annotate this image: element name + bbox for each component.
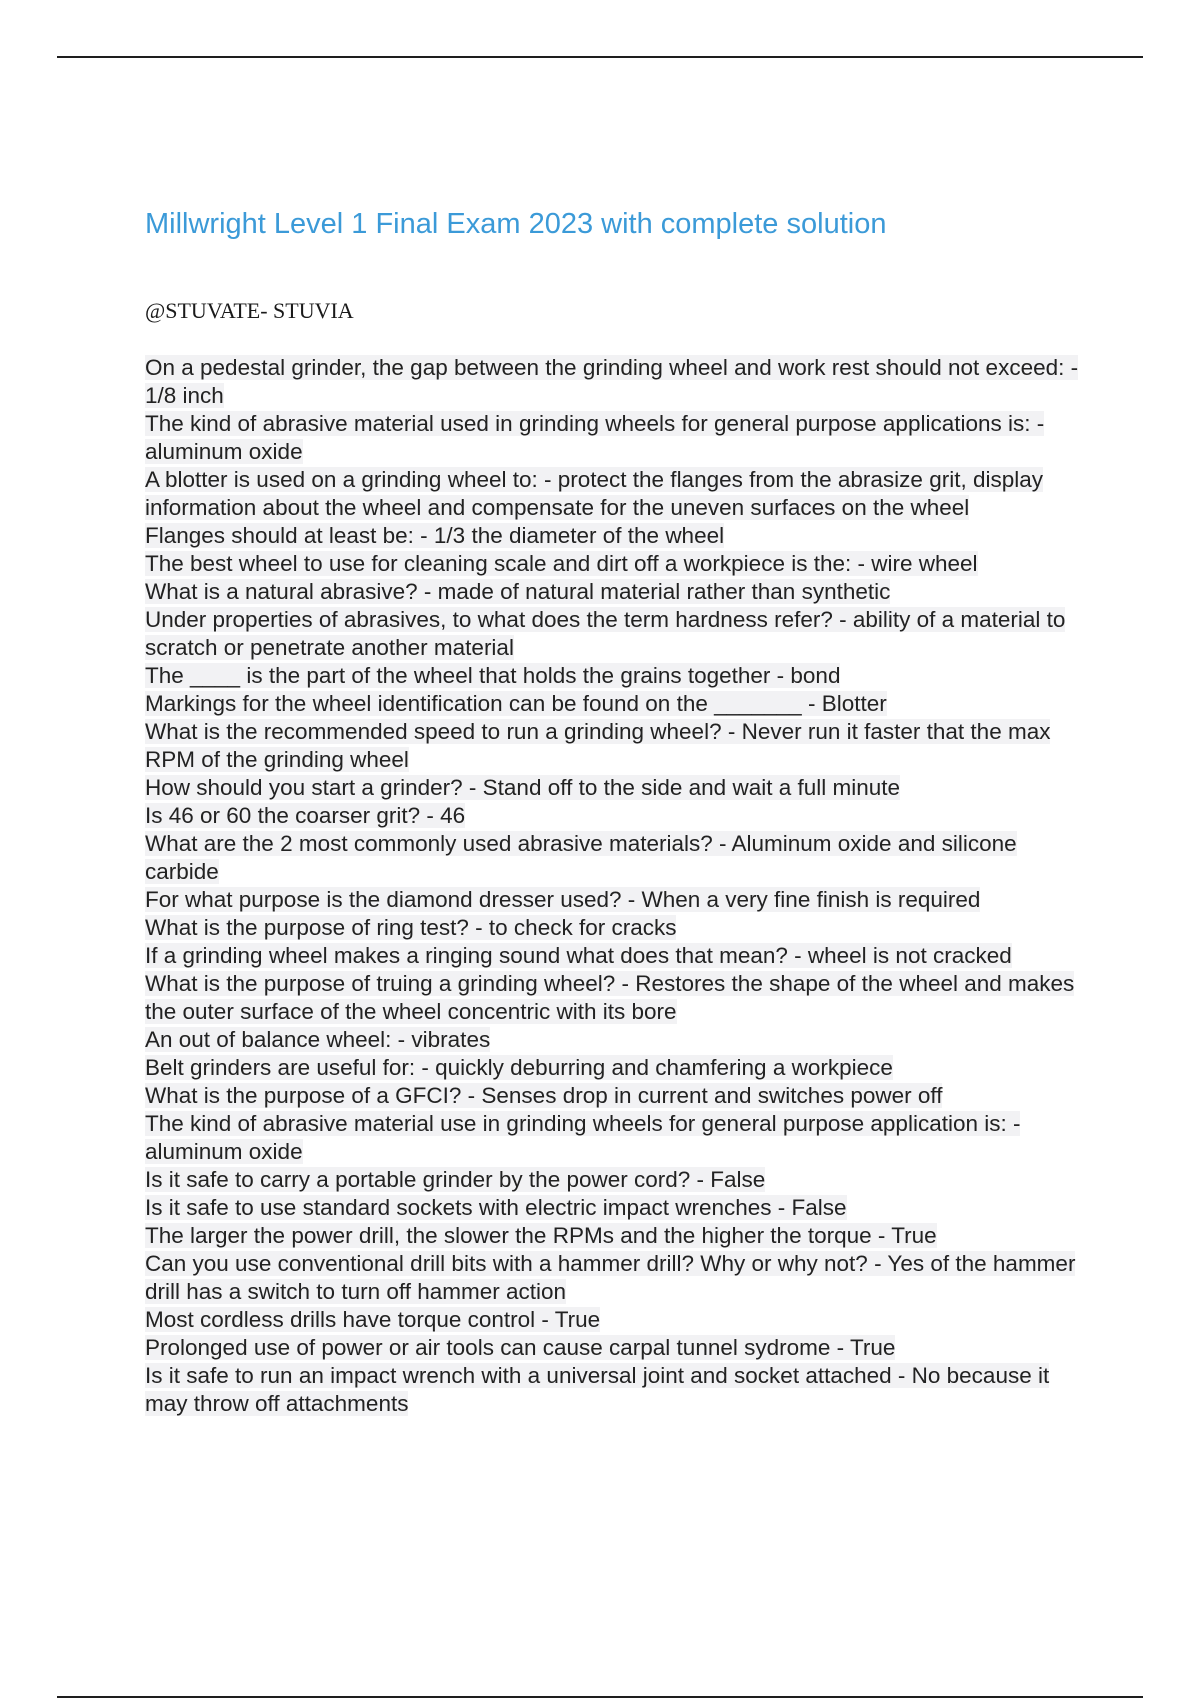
qa-item (145, 942, 1095, 970)
qa-item (145, 1054, 1095, 1082)
qa-text: Under properties of abrasives, to what does the term hardness refer? - ability of a material to scratch or penetrate another material (145, 607, 1066, 660)
qa-text: Most cordless drills have torque control - True (145, 1307, 601, 1332)
qa-item (145, 410, 1095, 466)
qa-item (145, 1362, 1095, 1418)
qa-item (145, 1222, 1095, 1250)
qa-text: Is it safe to use standard sockets with electric impact wrenches - False (145, 1195, 847, 1220)
qa-item (145, 522, 1095, 550)
qa-item (145, 1110, 1095, 1166)
qa-text: On a pedestal grinder, the gap between the grinding wheel and work rest should not exceed: - 1/8 inch (145, 355, 1079, 408)
qa-item (145, 830, 1095, 886)
qa-item (145, 802, 1095, 830)
qa-text: Markings for the wheel identification can be found on the _______ - Blotter (145, 691, 887, 716)
qa-text: An out of balance wheel: - vibrates (145, 1027, 491, 1052)
qa-text: The best wheel to use for cleaning scale and dirt off a workpiece is the: - wire wheel (145, 551, 978, 576)
qa-text: The kind of abrasive material used in grinding wheels for general purpose applications is: - aluminum oxide (145, 411, 1045, 464)
qa-text: The larger the power drill, the slower the RPMs and the higher the torque - True (145, 1223, 937, 1248)
qa-text: Flanges should at least be: - 1/3 the diameter of the wheel (145, 523, 725, 548)
qa-item (145, 1082, 1095, 1110)
qa-text: The kind of abrasive material use in grinding wheels for general purpose application is: - aluminum oxide (145, 1111, 1021, 1164)
qa-text: How should you start a grinder? - Stand off to the side and wait a full minute (145, 775, 901, 800)
qa-text: The ____ is the part of the wheel that holds the grains together - bond (145, 663, 841, 688)
qa-text: A blotter is used on a grinding wheel to: - protect the flanges from the abrasize grit, display information about the wheel and compensate for the uneven surfaces on the wheel (145, 467, 1043, 520)
qa-text: Is 46 or 60 the coarser grit? - 46 (145, 803, 466, 828)
qa-item (145, 1026, 1095, 1054)
qa-item (145, 550, 1095, 578)
qa-text: What is the purpose of a GFCI? - Senses drop in current and switches power off (145, 1083, 943, 1108)
byline: @STUVATE- STUVIA (145, 298, 354, 323)
question-answer-list (145, 354, 1095, 1418)
bottom-rule (57, 1696, 1143, 1698)
qa-item (145, 1250, 1095, 1306)
top-rule (57, 56, 1143, 58)
qa-item (145, 914, 1095, 942)
qa-item (145, 690, 1095, 718)
qa-text: Can you use conventional drill bits with a hammer drill? Why or why not? - Yes of the hammer drill has a switch to turn off hammer action (145, 1251, 1076, 1304)
qa-text: What is the purpose of ring test? - to check for cracks (145, 915, 677, 940)
qa-item (145, 354, 1095, 410)
qa-text: For what purpose is the diamond dresser used? - When a very fine finish is required (145, 887, 981, 912)
qa-item (145, 1334, 1095, 1362)
document-title: Millwright Level 1 Final Exam 2023 with complete solution (145, 208, 887, 240)
qa-text: Is it safe to carry a portable grinder by the power cord? - False (145, 1167, 766, 1192)
qa-text: Is it safe to run an impact wrench with a universal joint and socket attached - No because it may throw off attachments (145, 1363, 1050, 1416)
qa-item (145, 886, 1095, 914)
qa-item (145, 1306, 1095, 1334)
qa-item (145, 970, 1095, 1026)
qa-text: What is the purpose of truing a grinding wheel? - Restores the shape of the wheel and makes the outer surface of the wheel concentric with its bore (145, 971, 1075, 1024)
qa-text: What are the 2 most commonly used abrasive materials? - Aluminum oxide and silicone carbide (145, 831, 1017, 884)
qa-text: Prolonged use of power or air tools can cause carpal tunnel sydrome - True (145, 1335, 896, 1360)
qa-item (145, 662, 1095, 690)
qa-item (145, 1166, 1095, 1194)
qa-item (145, 774, 1095, 802)
qa-text: What is a natural abrasive? - made of natural material rather than synthetic (145, 579, 891, 604)
qa-item (145, 1194, 1095, 1222)
qa-text: What is the recommended speed to run a grinding wheel? - Never run it faster that the max RPM of the grinding wheel (145, 719, 1051, 772)
qa-item (145, 578, 1095, 606)
qa-item (145, 466, 1095, 522)
qa-text: If a grinding wheel makes a ringing sound what does that mean? - wheel is not cracked (145, 943, 1012, 968)
qa-text: Belt grinders are useful for: - quickly deburring and chamfering a workpiece (145, 1055, 893, 1080)
qa-item (145, 718, 1095, 774)
qa-item (145, 606, 1095, 662)
